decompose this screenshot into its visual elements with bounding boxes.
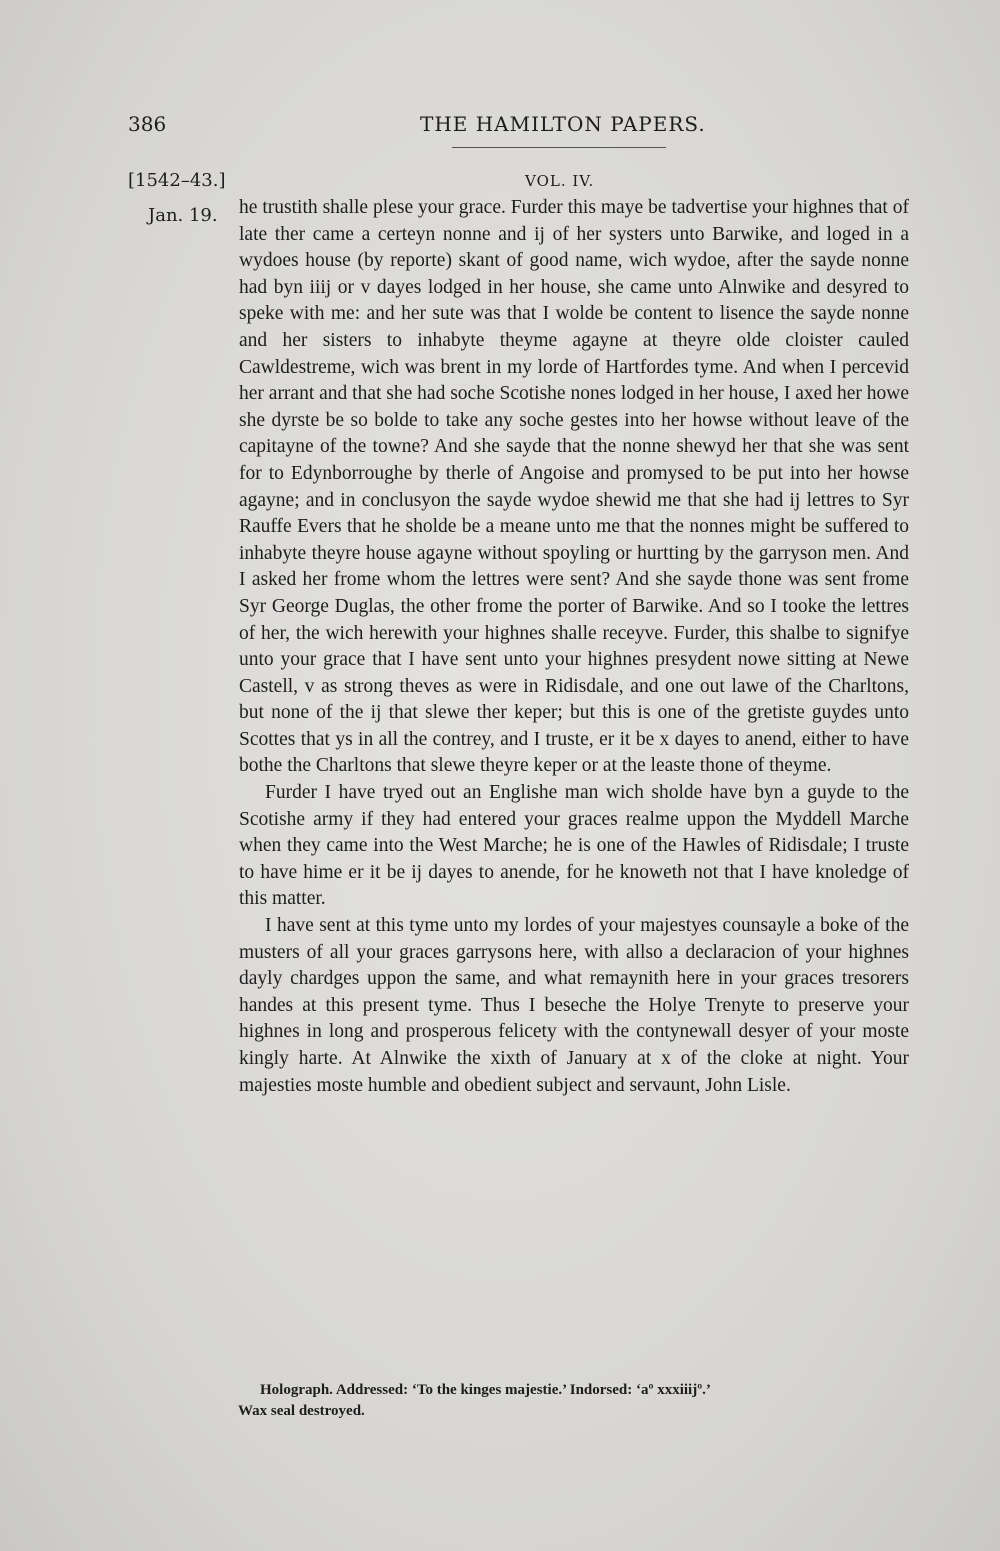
footnote-line: Wax seal destroyed.	[238, 1403, 365, 1419]
paragraph: I have sent at this tyme unto my lordes of your majestyes counsayle a boke of the musters of all your graces garrysons here, with allso a declaracion of your highnes dayly chardges uppon the same, and what remaynith here in your graces tresorers handes at this present tyme. Thus I beseche the Holye Trenyte to preserve your highnes in long and prosperous felicety with the contynewall desyer of your moste kingly harte. At Alnwike the xixth of January at x of the cloke at night. Your majesties moste humble and obedient subject and servaunt, John Lisle.	[239, 915, 909, 1096]
footnote	[238, 1380, 910, 1422]
footnote-line: Holograph. Addressed: ‘To the kinges majestie.’ Indorsed: ‘aº xxxiiijº.’	[260, 1382, 711, 1398]
letter-body	[239, 195, 909, 1099]
paragraph: he trustith shalle plese your grace. Furder this maye be tadvertise your highnes that of late ther came a certeyn nonne and ij of her systers unto Barwike, and loged in a wydoes house (by reporte) skant of good name, wich wydoe, after the sayde nonne had byn iiij or v dayes lodged in her house, she came unto Alnwike and desyred to speke with me: and her sute was that I wolde be content to lisence the sayde nonne and her sisters to inhabyte theyme agayne at theyre olde cloister cauled Cawldestreme, wich was brent in my lorde of Hartfordes tyme. And when I percevid her arrant and that she had soche Scotishe nones lodged in her house, I axed her howe she dyrste be so bolde to take any soche gestes into her howse without leave of the capitayne of the towne? And she sayde that the nonne shewyd her that she was sent for to Edynborroughe by therle of Angoise and promysed to be put into her howse agayne; and in conclusyon the sayde wydoe shewid me that she had ij lettres to Syr Rauffe Evers that he sholde be a meane unto me that the nonnes might be suffered to inhabyte theyre house agayne without spoyling or hurtting by the garryson men. And I asked her frome whom the lettres were sent? And she sayde thone was sent frome Syr George Duglas, the other frome the porter of Barwike. And so I tooke the lettres of her, the wich herewith your highnes shalle receyve. Furder, this shalbe to signifye unto your grace that I have sent unto your highnes presydent nowe sitting at Newe Castell, v as strong theves as were in Ridisdale, and one out lawe of the Charltons, but none of the ij that slewe ther keper; but this is one of the gretiste guydes unto Scottes that ys in all the contrey, and I truste, er it be x dayes to anend, either to have bothe the Charltons that slewe theyre keper or at the leaste thone of theyme.	[239, 197, 909, 777]
volume-label: VOL. IV.	[525, 172, 595, 190]
year-range: [1542–43.]	[128, 170, 226, 191]
paragraph: Furder I have tryed out an Englishe man wich sholde have byn a guyde to the Scotishe army if they had entered your graces realme uppon the Myddell Marche when they came into the West Marche; he is one of the Hawles of Ridisdale; I truste to have hime er it be ij dayes to anende, for he knoweth not that I have knoledge of this matter.	[239, 782, 909, 910]
header-rule	[452, 147, 666, 148]
running-title: THE HAMILTON PAPERS.	[420, 112, 706, 136]
running-header	[128, 112, 728, 142]
margin-date: Jan. 19.	[148, 205, 218, 226]
page-number: 386	[128, 112, 167, 136]
